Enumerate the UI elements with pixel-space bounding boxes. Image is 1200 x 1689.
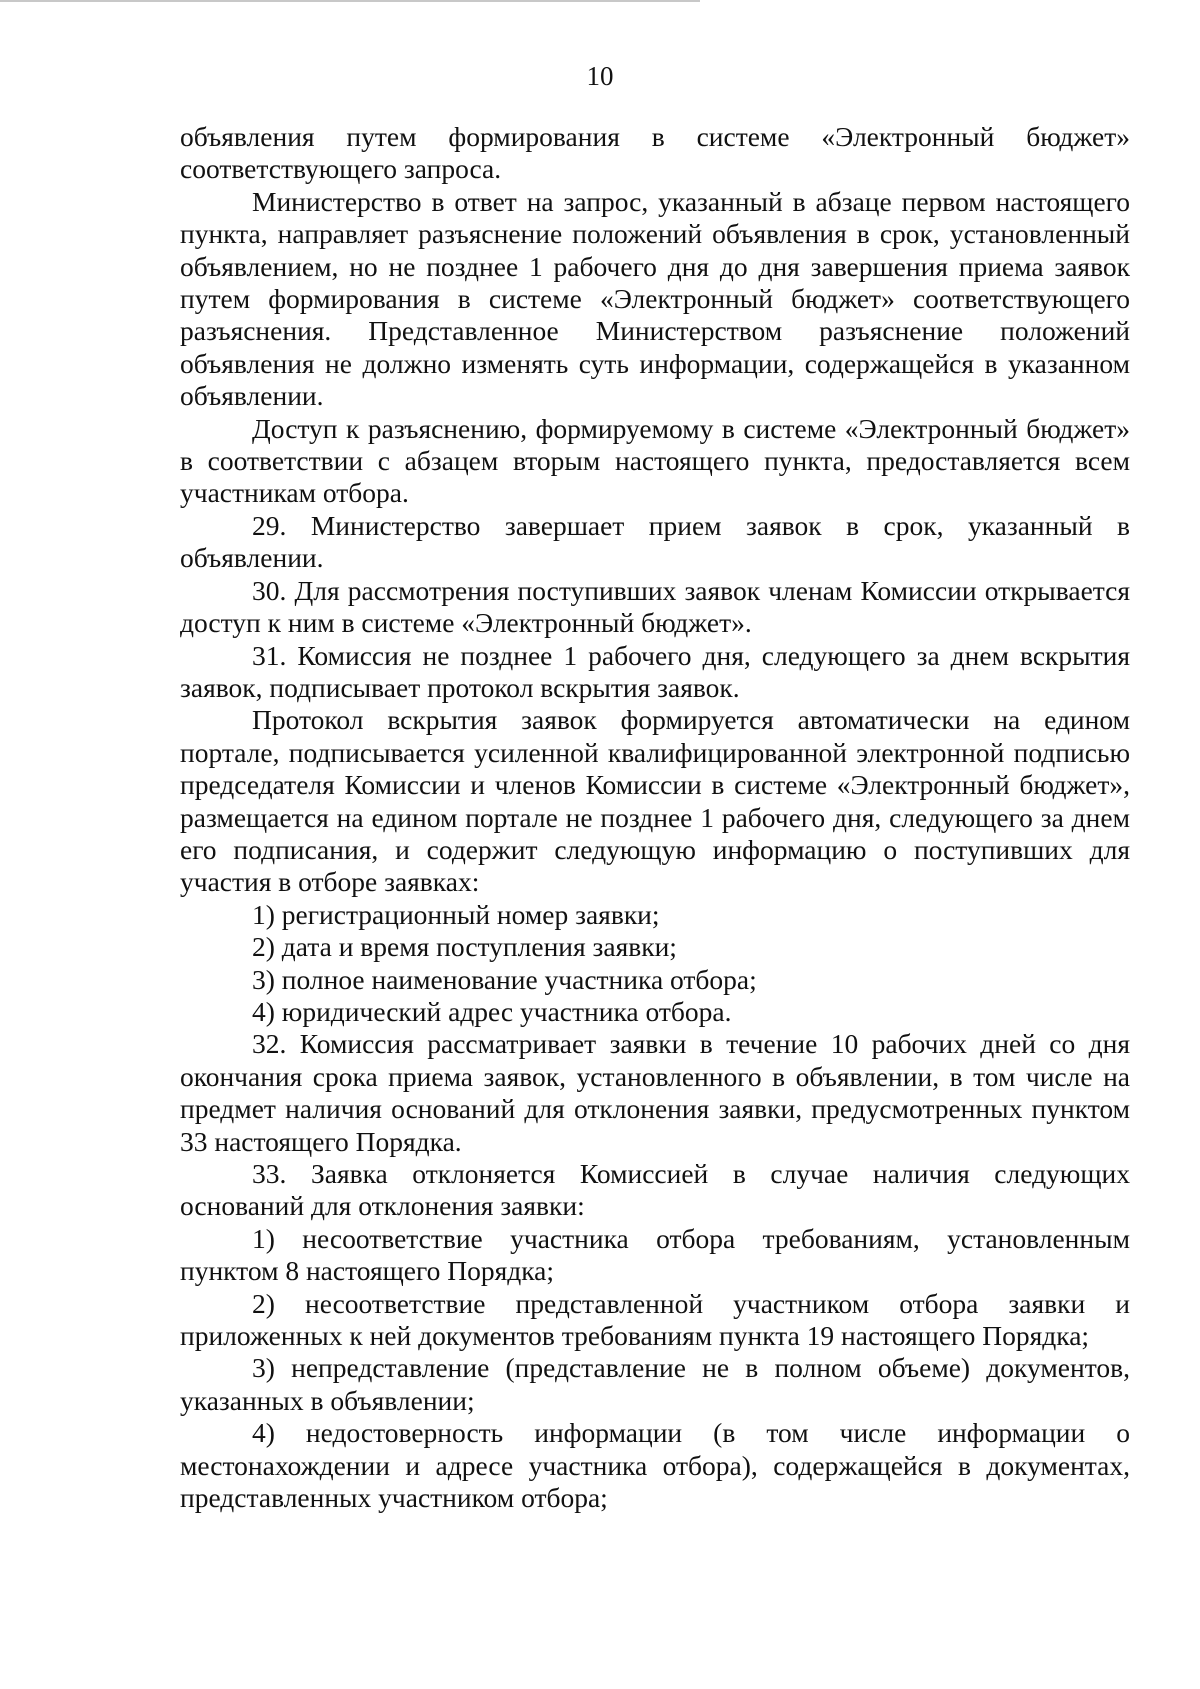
paragraph-item-30: 30. Для рассмотрения поступивших заявок членам Комиссии открывается доступ к ним в системе «Электронный бюджет».	[180, 574, 1130, 639]
list-item: 2) несоответствие представленной участником отбора заявки и приложенных к ней документов требованиям пункта 19 настоящего Порядка;	[180, 1287, 1130, 1352]
paragraph: Протокол вскрытия заявок формируется автоматически на едином портале, подписывается усиленной квалифицированной электронной подписью председателя Комиссии и членов Комиссии в системе «Электронный бюджет», размещается на едином портале не позднее 1 рабочего дня, следующего за днем его подписания, и содержит следующую информацию о поступивших для участия в отборе заявках:	[180, 704, 1130, 898]
paragraph-item-32: 32. Комиссия рассматривает заявки в течение 10 рабочих дней со дня окончания срока приема заявок, установленного в объявлении, в том числе на предмет наличия оснований для отклонения заявки, предусмотренных пунктом 33 настоящего Порядка.	[180, 1028, 1130, 1157]
scan-top-edge	[0, 0, 700, 2]
list-item: 4) юридический адрес участника отбора.	[252, 995, 732, 1027]
list-item: 3) полное наименование участника отбора;	[252, 963, 757, 995]
paragraph-item-33: 33. Заявка отклоняется Комиссией в случае наличия следующих оснований для отклонения заявки:	[180, 1158, 1130, 1222]
list-item: 1) регистрационный номер заявки;	[252, 898, 660, 930]
paragraph: Министерство в ответ на запрос, указанный в абзаце первом настоящего пункта, направляет разъяснение положений объявления в срок, установленный объявлением, но не позднее 1 рабочего дня до дня завершения приема заявок путем формирования в системе «Электронный бюджет» соответствующего разъяснения. Представленное Министерством разъяснение положений объявления не должно изменять суть информации, содержащейся в указанном объявлении.	[180, 185, 1130, 412]
paragraph-item-29: 29. Министерство завершает прием заявок в срок, указанный в объявлении.	[180, 509, 1130, 574]
paragraph: объявления путем формирования в системе «Электронный бюджет» соответствующего запроса.	[180, 121, 1130, 185]
paragraph-item-31: 31. Комиссия не позднее 1 рабочего дня, следующего за днем вскрытия заявок, подписывает протокол вскрытия заявок.	[180, 639, 1130, 703]
paragraph: Доступ к разъяснению, формируемому в системе «Электронный бюджет» в соответствии с абзацем вторым настоящего пункта, предоставляется всем участникам отбора.	[180, 412, 1130, 509]
list-item: 1) несоответствие участника отбора требованиям, установленным пунктом 8 настоящего Порядка;	[180, 1222, 1130, 1287]
document-body	[180, 121, 1130, 1514]
page-number: 10	[586, 61, 614, 91]
list-item: 4) недостоверность информации (в том числе информации о местонахождении и адресе участника отбора), содержащейся в документах, представленных участником отбора;	[180, 1417, 1130, 1514]
list-item: 3) непредставление (представление не в полном объеме) документов, указанных в объявлении;	[180, 1352, 1130, 1416]
list-item: 2) дата и время поступления заявки;	[252, 931, 677, 963]
